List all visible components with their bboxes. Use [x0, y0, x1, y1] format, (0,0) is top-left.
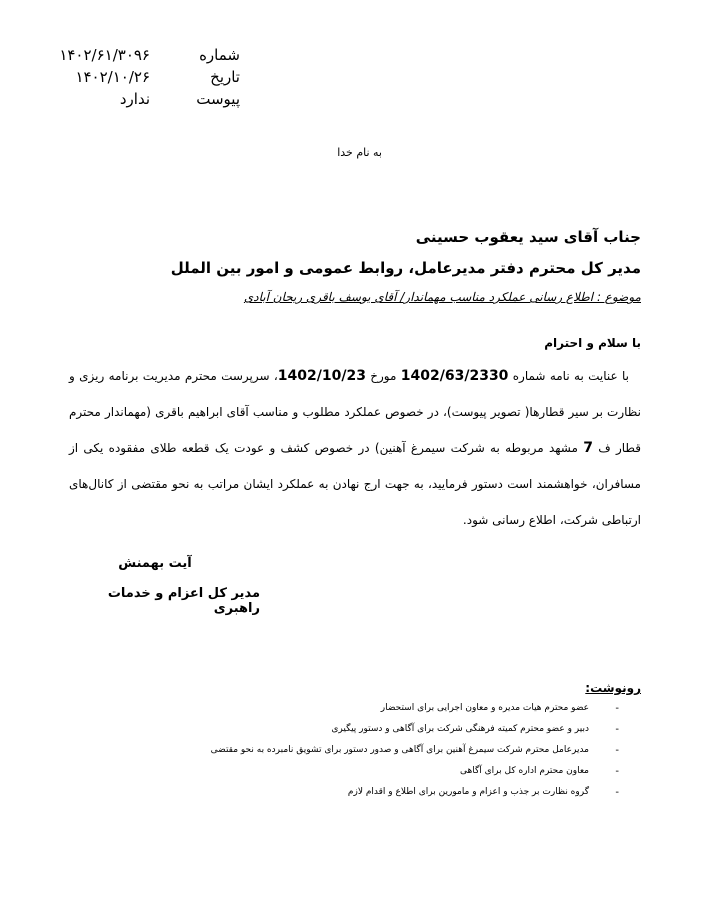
cc-item [149, 761, 619, 782]
signatory-name: آیت بهمنش [118, 556, 192, 571]
cc-bullet: - [615, 724, 619, 735]
cc-bullet: - [615, 745, 619, 756]
cc-item [149, 719, 619, 740]
cc-bullet: - [615, 703, 619, 714]
letter-meta-labels [160, 44, 240, 110]
body-part-2: مورخ [365, 369, 401, 383]
cc-list [149, 698, 619, 803]
cc-item-text: دبیر و عضو محترم کمیته فرهنگی شرکت برای آگاهی و دستور پیگیری [331, 724, 589, 734]
body-part-1: با عنایت به نامه شماره [508, 369, 630, 383]
body-part-3: ، سرپرست محترم مدیریت برنامه ریزی و نظارت بر سیر قطارها( تصویر پیوست)، در خصوص عملکرد مطلوب و مناسب آقای ابراهیم باقری (مهماندار محترم قطار ف [69, 369, 641, 455]
body-part-4: مشهد مربوطه به شرکت سیمرغ آهنین) در خصوص کشف و عودت یک قطعه طلای مفقوده یکی از مسافران، خواهشمند است دستور فرمایید، به جهت ارج نهادن به عملکرد ایشان مراتب به نحو مقتضی از کانال‌های ارتباطی شرکت، اطلاع رسانی شود. [69, 441, 641, 527]
attachment-label: پیوست [196, 90, 240, 108]
letter-meta-values [40, 44, 150, 110]
letter-number: ۱۴۰۲/۶۱/۳۰۹۶ [59, 46, 150, 64]
letter-date: ۱۴۰۲/۱۰/۲۶ [75, 68, 150, 86]
date-label: تاریخ [210, 68, 240, 86]
body-paragraph [69, 358, 641, 538]
cc-title: رونوشت: [585, 681, 641, 695]
cc-item [149, 698, 619, 719]
letter-reference-number: 1402/63/2330 [400, 368, 509, 384]
recipient-name: جناب آقای سید یعقوب حسینی [415, 228, 641, 246]
cc-item [149, 740, 619, 761]
signatory-title: مدیر کل اعزام و خدمات راهبری [107, 586, 260, 616]
number-label: شماره [199, 46, 240, 64]
cc-item-text: مدیرعامل محترم شرکت سیمرغ آهنین برای آگاهی و صدور دستور برای تشویق نامبرده به نحو مقتضی [210, 745, 589, 755]
cc-bullet: - [615, 787, 619, 798]
cc-item-text: معاون محترم اداره کل برای آگاهی [459, 766, 589, 776]
greeting: با سلام و احترام [544, 336, 641, 350]
cc-item-text: عضو محترم هیات مدیره و معاون اجرایی برای استحضار [380, 703, 589, 713]
attachment-value: ندارد [119, 90, 150, 108]
cc-item-text: گروه نظارت بر جذب و اعزام و مامورین برای اطلاع و اقدام لازم [347, 787, 589, 797]
cc-bullet: - [615, 766, 619, 777]
recipient-title: مدیر کل محترم دفتر مدیرعامل، روابط عمومی و امور بین الملل [170, 259, 641, 277]
subject-line: موضوع : اطلاع رسانی عملکرد مناسب مهماندار/ آقای یوسف باقری ریحان آبادی [243, 290, 641, 304]
cc-item [149, 782, 619, 803]
bismillah: به نام خدا [337, 146, 382, 159]
train-number: 7 [583, 440, 593, 456]
letter-reference-date: 1402/10/23 [277, 368, 366, 384]
